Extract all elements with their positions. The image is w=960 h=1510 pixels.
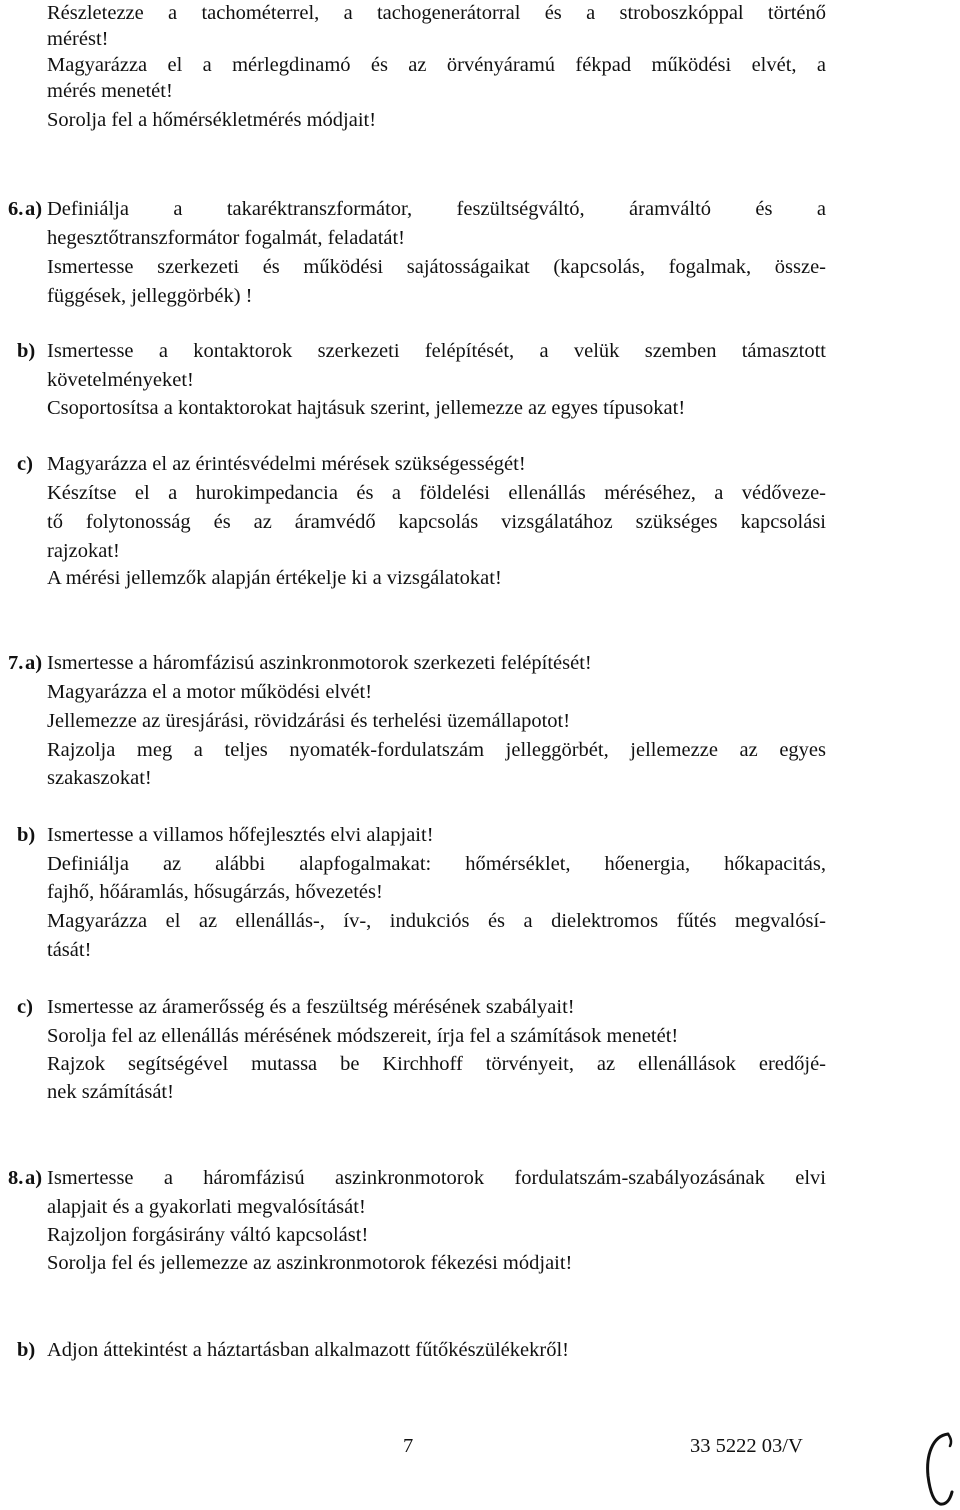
question-6a-line-2: hegesztőtranszformátor fogalmát, feladatát!	[47, 227, 406, 249]
question-8a-label: a)	[25, 1167, 43, 1189]
question-6b-label: b)	[17, 340, 36, 362]
question-6a-label: a)	[25, 198, 43, 220]
page-number: 7	[403, 1435, 414, 1457]
question-6c-line-4: rajzokat!	[47, 540, 120, 562]
question-7c-line-2: Sorolja fel az ellenállás mérésének módszereit, írja fel a számítások menetét!	[47, 1025, 679, 1047]
question-7c-line-4: nek számítását!	[47, 1081, 174, 1103]
question-7a-line-3: Jellemezze az üresjárási, rövidzárási és terhelési üzemállapotot!	[47, 710, 571, 732]
intro-line-5: Sorolja fel a hőmérsékletmérés módjait!	[47, 109, 377, 131]
question-6a-line-1: Definiálja a takaréktranszformátor, feszültségváltó, áramváltó és a	[47, 198, 826, 220]
question-6a-line-3: Ismertesse szerkezeti és működési sajátosságaikat (kapcsolás, fogalmak, össze-	[47, 256, 826, 278]
question-7a-line-5: szakaszokat!	[47, 767, 152, 789]
question-6-number: 6.	[8, 198, 24, 220]
question-7a-label: a)	[25, 652, 43, 674]
question-8b-line-1: Adjon áttekintést a háztartásban alkalmazott fűtőkészülékekről!	[47, 1339, 569, 1361]
question-6b-line-2: követelményeket!	[47, 369, 194, 391]
question-7a-line-1: Ismertesse a háromfázisú aszinkronmotorok szerkezeti felépítését!	[47, 652, 592, 674]
question-7c-line-1: Ismertesse az áramerősség és a feszültség mérésének szabályait!	[47, 996, 575, 1018]
question-6a-line-4: függések, jelleggörbék) !	[47, 285, 253, 307]
question-8a-line-3: Rajzoljon forgásirány váltó kapcsolást!	[47, 1224, 369, 1246]
question-6c-line-1: Magyarázza el az érintésvédelmi mérések szükségességét!	[47, 453, 526, 475]
question-7b-line-5: tását!	[47, 939, 92, 961]
question-8-number: 8.	[8, 1167, 24, 1189]
question-8a-line-4: Sorolja fel és jellemezze az aszinkronmotorok fékezési módjait!	[47, 1252, 573, 1274]
question-7c-line-3: Rajzok segítségével mutassa be Kirchhoff törvényeit, az ellenállások eredőjé-	[47, 1053, 826, 1075]
question-7c-label: c)	[17, 996, 33, 1018]
handwritten-signature-mark	[918, 1428, 958, 1508]
question-7b-label: b)	[17, 824, 36, 846]
question-7a-line-2: Magyarázza el a motor működési elvét!	[47, 681, 373, 703]
question-7b-line-1: Ismertesse a villamos hőfejlesztés elvi alapjait!	[47, 824, 434, 846]
question-7-number: 7.	[8, 652, 24, 674]
question-8a-line-2: alapjait és a gyakorlati megvalósítását!	[47, 1196, 366, 1218]
document-code: 33 5222 03/V	[690, 1435, 803, 1457]
intro-line-2: mérést!	[47, 28, 109, 50]
intro-line-3: Magyarázza el a mérlegdinamó és az örvényáramú fékpad működési elvét, a	[47, 54, 826, 76]
question-7a-line-4: Rajzolja meg a teljes nyomaték-fordulatszám jelleggörbét, jellemezze az egyes	[47, 739, 826, 761]
question-8b-label: b)	[17, 1339, 36, 1361]
question-7b-line-2: Definiálja az alábbi alapfogalmakat: hőmérséklet, hőenergia, hőkapacitás,	[47, 853, 826, 875]
intro-line-4: mérés menetét!	[47, 80, 173, 102]
question-6c-line-3: tő folytonosság és az áramvédő kapcsolás vizsgálatához szükséges kapcsolási	[47, 511, 826, 533]
question-7b-line-3: fajhő, hőáramlás, hősugárzás, hővezetés!	[47, 881, 383, 903]
question-6b-line-3: Csoportosítsa a kontaktorokat hajtásuk szerint, jellemezze az egyes típusokat!	[47, 397, 686, 419]
question-6b-line-1: Ismertesse a kontaktorok szerkezeti felépítését, a velük szemben támasztott	[47, 340, 826, 362]
question-6c-line-5: A mérési jellemzők alapján értékelje ki a vizsgálatokat!	[47, 567, 502, 589]
question-6c-line-2: Készítse el a hurokimpedancia és a földelési ellenállás méréséhez, a védővezе-	[47, 482, 826, 504]
question-6c-label: c)	[17, 453, 33, 475]
question-8a-line-1: Ismertesse a háromfázisú aszinkronmotorok fordulatszám-szabályozásának elvi	[47, 1167, 826, 1189]
question-7b-line-4: Magyarázza el az ellenállás-, ív-, indukciós és a dielektromos fűtés megvalósí-	[47, 910, 826, 932]
intro-line-1: Részletezze a tachométerrel, a tachogenerátorral és a stroboszkóppal történő	[47, 2, 826, 24]
